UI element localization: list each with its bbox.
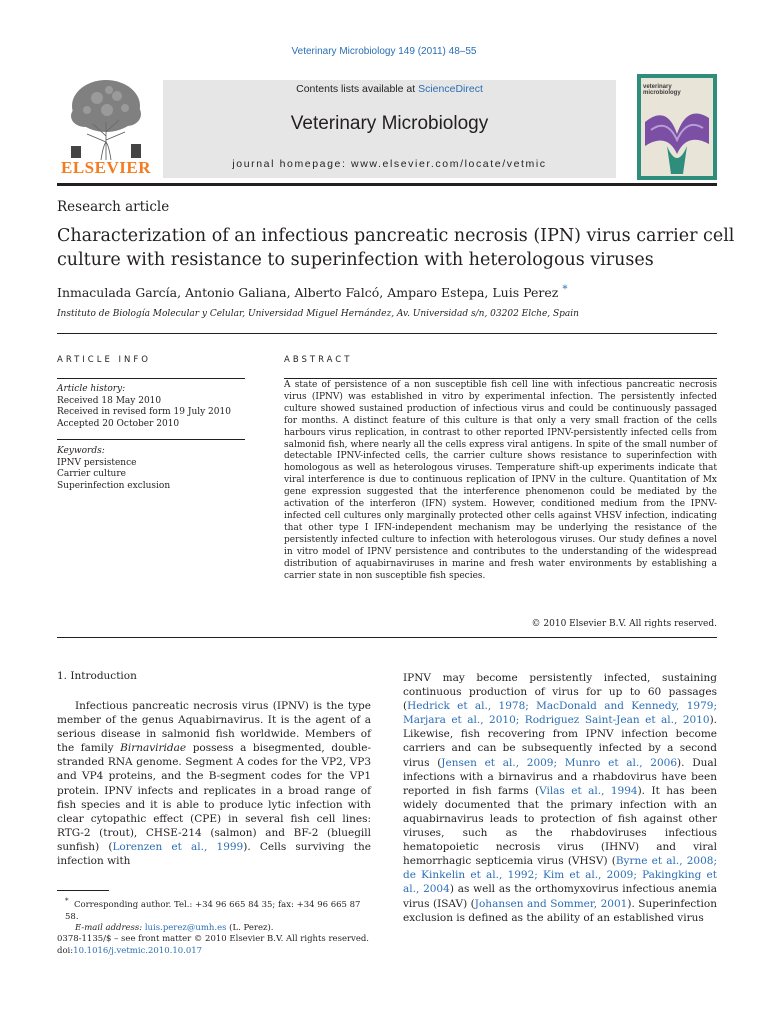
introduction-right-column (403, 671, 717, 925)
journal-cover (637, 74, 717, 180)
article-title: Characterization of an infectious pancreatic necrosis (IPN) virus carrier cell culture with resistance to superinfection with heterologous viruses (57, 226, 735, 270)
contents-line (163, 83, 616, 95)
intro-text: ). Cells surviving the infection with (57, 840, 372, 868)
journal-name: Veterinary Microbiology (290, 113, 489, 134)
accepted-date: Accepted 20 October 2010 (57, 419, 180, 430)
abstract-heading: ABSTRACT (284, 355, 353, 365)
intro-text: ). Likewise, fish recovering from IPNV infection become carriers and can be subsequently infected by a second virus ( (403, 714, 717, 769)
revised-date: Received in revised form 19 July 2010 (57, 407, 231, 418)
article-history (57, 384, 257, 431)
keyword-item: IPNV persistence (57, 457, 137, 468)
keywords-label: Keywords: (57, 446, 105, 456)
intro-italic-text: Birnaviridae (120, 742, 187, 755)
corresponding-footnote (57, 895, 371, 935)
keywords-block (57, 446, 257, 493)
journal-reference[interactable]: Veterinary Microbiology 149 (2011) 48–55 (291, 46, 477, 57)
corresponding-author-mark[interactable]: * (562, 283, 568, 295)
intro-text: ). Dual infections with a birnavirus and a rhabdovirus have been reported in fish farms ( (403, 756, 717, 797)
abstract-text: A state of persistence of a non susceptible fish cell line with infectious pancreatic necrosis virus (IPNV) was established in vitro by experimental infection. The persistently infected culture showed sustained production of infectious virus and could be continuously passaged for months. A distinct feature of this culture is that only a very small fraction of the cells harbours virus replication, in contrast to other reported IPNV-persistently infected cells from salmonid fish, where nearly all the cells express viral antigens. In spite of the small number of detectable IPNV-infected cells, the carrier culture shows resistance to superinfection with homologous as well as heterologous viruses. Temperature shift-up experiments indicate that viral interference is due to continuous replication of IPNV in the culture. Quantitation of Mx gene expression suggested that the interference phenomenon could be mediated by the activation of the interferon (IFN) system. However, conditioned medium from the IPNV-infected cell cultures only marginally protected other cells against VHSV infection, indicating that other type I IFN-independent mechanism may be underlying the resistance of the persistently infected culture to infection with heterologous viruses. Our study defines a novel in vitro model of IPNV persistence and contributes to the understanding of the widespread distribution of aquabirnaviruses in marine and fresh water environments by establishing a carrier state in non susceptible fish species. (284, 380, 717, 581)
intro-text: Infectious pancreatic necrosis virus (IPNV) is the type member of the genus Aquabirnavirus. It is the agent of a serious disease in salmonid fish worldwide. Members of the family (57, 700, 371, 755)
introduction-heading: 1. Introduction (57, 670, 137, 682)
keyword-item: Superinfection exclusion (57, 481, 171, 492)
header-rule (57, 183, 717, 186)
keywords-rule (57, 439, 245, 440)
journal-homepage[interactable]: journal homepage: www.elsevier.com/locate/vetmic (232, 158, 547, 170)
article-info-rule (57, 378, 245, 379)
affiliation: Instituto de Biología Molecular y Celular, Universidad Miguel Hernández, Av. Universidad s/n, 03202 Elche, Spain (57, 309, 579, 319)
intro-text: IPNV may become persistently infected, sustaining continuous production of virus for up to 60 passages ( (403, 672, 717, 713)
author-list (57, 283, 568, 300)
history-label: Article history: (57, 384, 126, 394)
sciencedirect-link[interactable]: ScienceDirect (418, 83, 483, 95)
journal-banner (163, 80, 616, 178)
affiliation-rule (57, 333, 717, 334)
abstract-copyright: © 2010 Elsevier B.V. All rights reserved. (531, 619, 717, 629)
citation-link[interactable]: Lorenzen et al., 1999 (112, 840, 244, 853)
intro-text: ). Superinfection exclusion is defined as the ability of an established virus (403, 897, 717, 924)
citation-link[interactable]: Hedrick et al., 1978; MacDonald and Kennedy, 1979; Marjara et al., 2010; Rodriguez Saint-Jean et al., 2010 (403, 700, 717, 727)
authors: Inmaculada García, Antonio Galiana, Alberto Falcó, Amparo Estepa, Luis Perez (57, 285, 559, 301)
citation-link[interactable]: Johansen and Sommer, 2001 (474, 897, 628, 910)
received-date: Received 18 May 2010 (57, 395, 162, 406)
introduction-left-column (57, 699, 371, 868)
issn-block (57, 934, 387, 957)
cover-title: veterinary microbiology (643, 84, 681, 96)
cover-art-icon (637, 74, 717, 180)
elsevier-logo (57, 76, 155, 180)
footnote-mark: * (65, 896, 69, 905)
email-link[interactable]: luis.perez@umh.es (144, 923, 227, 934)
email-suffix: (L. Perez). (229, 923, 274, 934)
abstract-bottom-rule (57, 637, 717, 638)
intro-text: possess a bisegmented, double-stranded RNA genome. Segment A codes for the VP2, VP3 and VP4 proteins, and the B-segment codes for the VP1 protein. IPNV infects and replicates in a broad range of fish species and it is able to produce lytic infection with clear cytopathic effect (CPE) in several fish cell lines: RTG-2 (trout), CHSE-214 (salmon) and BF-2 (bluegill sunfish) ( (57, 742, 371, 853)
citation-link[interactable]: Vilas et al., 1994 (539, 784, 638, 797)
intro-text: ). It has been widely documented that the primary infection with an aquabirnavirus leads to protection of fish against other viruses, such as the rhabdoviruses infectious hematopoietic necrosis virus (IHNV) and viral hemorrhagic septicemia virus (VHSV) ( (403, 784, 717, 868)
tree-icon (57, 76, 155, 160)
citation-link[interactable]: Jensen et al., 2009; Munro et al., 2006 (441, 756, 678, 769)
issn-line: 0378-1135/$ – see front matter © 2010 Elsevier B.V. All rights reserved. (57, 934, 370, 944)
elsevier-wordmark: ELSEVIER (61, 158, 151, 177)
article-type: Research article (57, 199, 170, 215)
corresponding-author-contact: Corresponding author. Tel.: +34 96 665 84 35; fax: +34 96 665 87 58. (65, 899, 361, 922)
footnote-rule (57, 890, 109, 891)
doi-label: doi: (57, 945, 74, 956)
email-label: E-mail address: (75, 923, 143, 934)
keyword-item: Carrier culture (57, 469, 126, 480)
doi-link[interactable]: 10.1016/j.vetmic.2010.10.017 (73, 945, 203, 956)
article-info-heading: ARTICLE INFO (57, 355, 151, 365)
contents-prefix: Contents lists available at (296, 83, 419, 95)
abstract-rule (284, 378, 717, 379)
citation-link[interactable]: Byrne et al., 2008; de Kinkelin et al., 1992; Kim et al., 2009; Pakingking et al., 2004 (403, 855, 717, 896)
intro-text: ) as well as the orthomyxovirus infectious anemia virus (ISAV) ( (403, 883, 717, 910)
